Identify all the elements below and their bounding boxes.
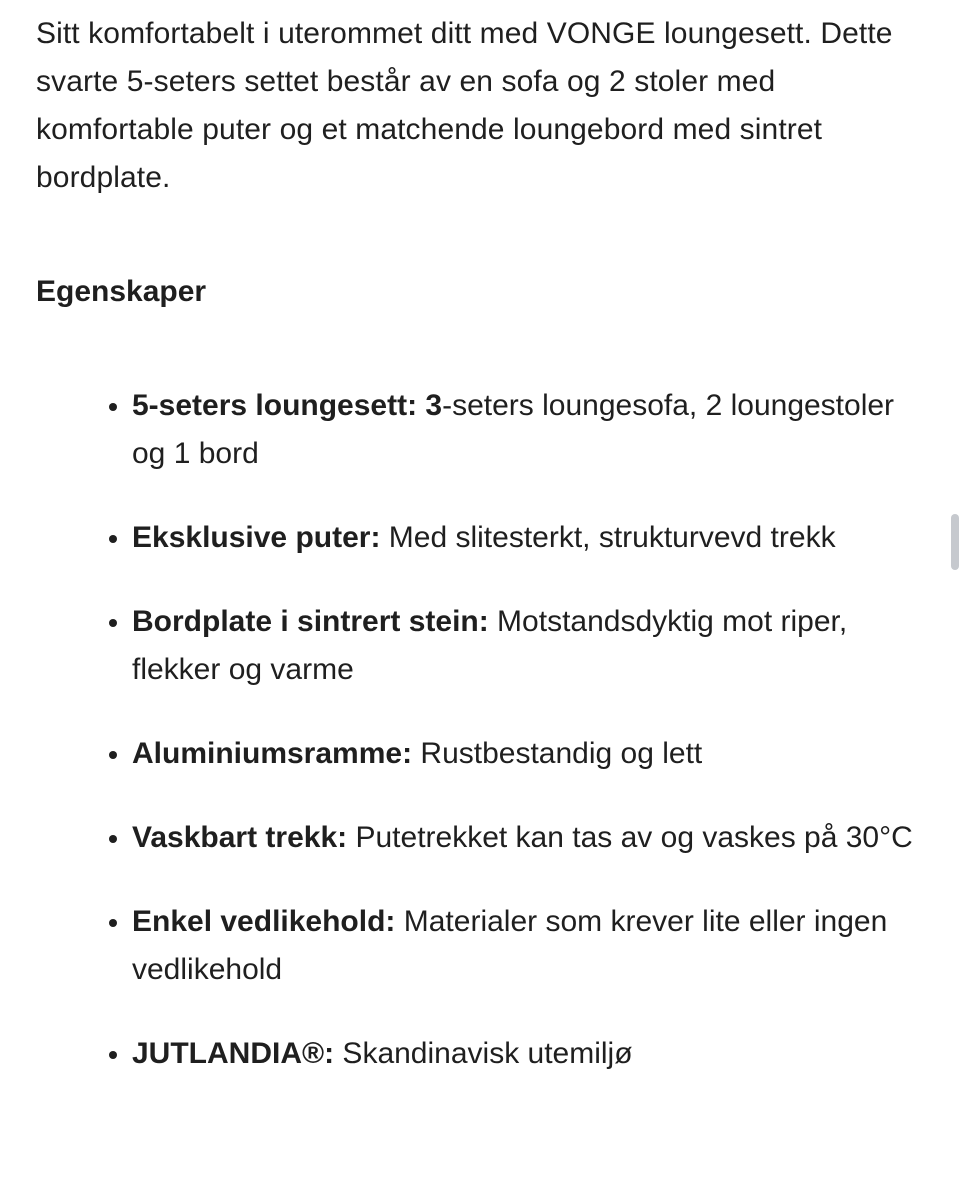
feature-item-text: Materialer som krever lite eller ingen vedlikehold (132, 905, 888, 986)
scrollbar-track[interactable] (950, 0, 960, 1186)
feature-item (132, 514, 926, 562)
feature-item-label: Bordplate i sintrert stein: (132, 605, 489, 638)
feature-item (132, 598, 926, 694)
feature-item-label: Aluminiumsramme: (132, 737, 413, 770)
feature-item-text: Rustbestandig og lett (412, 737, 703, 770)
feature-item-text: Putetrekket kan tas av og vaskes på 30°C (347, 821, 913, 854)
features-heading: Egenskaper (36, 275, 207, 308)
feature-item-label: 5-seters loungesett: 3 (132, 389, 443, 422)
scrollbar-thumb[interactable] (951, 514, 959, 570)
feature-item (132, 1030, 926, 1078)
feature-item (132, 814, 926, 862)
feature-item-label: JUTLANDIA®: (132, 1037, 335, 1070)
feature-item-text: Med slitesterkt, strukturvevd trekk (380, 521, 836, 554)
feature-item (132, 898, 926, 994)
feature-item (132, 730, 926, 778)
features-list (36, 382, 926, 1078)
feature-item-text: -seters loungesofa, 2 loungestoler og 1 bord (132, 389, 895, 470)
feature-item-label: Vaskbart trekk: (132, 821, 348, 854)
feature-item-text: Skandinavisk utemiljø (334, 1037, 633, 1070)
feature-item (132, 382, 926, 478)
feature-item-label: Enkel vedlikehold: (132, 905, 396, 938)
intro-paragraph: Sitt komfortabelt i uterommet ditt med VONGE loungesett. Dette svarte 5-seters settet består av en sofa og 2 stoler med komfortable puter og et matchende loungebord med sintret bordplate. (36, 17, 893, 194)
feature-item-label: Eksklusive puter: (132, 521, 381, 554)
feature-item-text: Motstandsdyktig mot riper, flekker og varme (132, 605, 848, 686)
